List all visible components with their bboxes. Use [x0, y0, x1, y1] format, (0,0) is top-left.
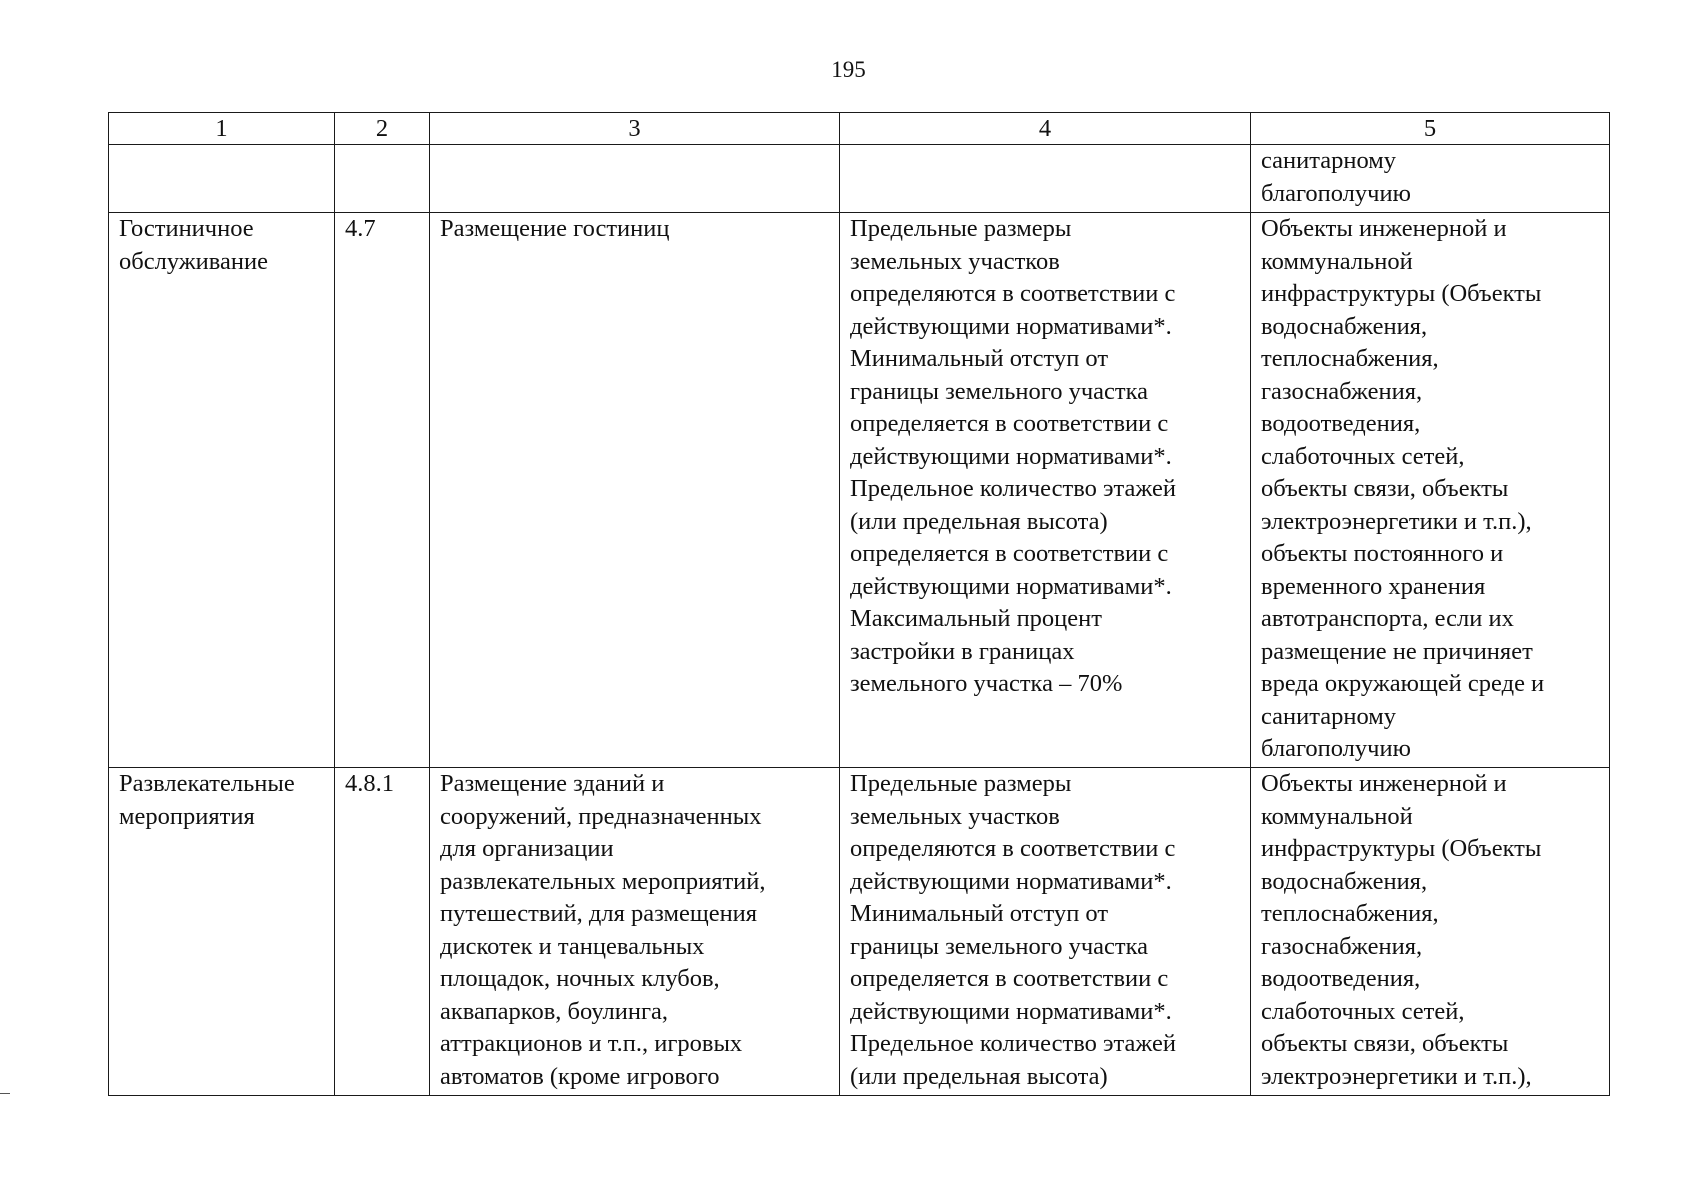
cell-text-line: теплоснабжения, — [1261, 900, 1439, 927]
cell-text-line: Размещение зданий и — [440, 770, 665, 797]
cell-text-line: Предельное количество этажей — [850, 475, 1176, 502]
cell-text-line: земельных участков — [850, 802, 1060, 830]
column-header-1: 1 — [109, 113, 335, 145]
cell-text-line: электроэнергетики и т.п.), — [1261, 1062, 1532, 1090]
cell-text-line: определяется в соответствии с — [850, 540, 1169, 567]
cell-text-line: аквапарков, боулинга, — [440, 997, 668, 1025]
cell-land-use-name — [109, 213, 335, 768]
cell-text-line: санитарному — [1261, 702, 1397, 730]
cell-text-line: Объекты инженерной и — [1261, 215, 1507, 242]
cell-text-line: Развлекательные — [119, 770, 295, 797]
cell-parameters — [840, 145, 1251, 213]
cell-text-line: водоснабжения, — [1261, 312, 1428, 340]
cell-text-line: 4.7 — [345, 215, 376, 242]
cell-text-line: санитарному — [1261, 147, 1397, 174]
cell-text-line: размещение не причиняет — [1261, 637, 1533, 665]
cell-text-line: Максимальный процент — [850, 605, 1102, 632]
table-row — [109, 768, 1610, 1096]
cell-auxiliary-objects — [1251, 145, 1610, 213]
cell-text-line: определяется в соответствии с — [850, 965, 1169, 992]
cell-text-line: определяются в соответствии с — [850, 280, 1176, 307]
cell-text-line: аттракционов и т.п., игровых — [440, 1030, 743, 1057]
cell-text-line: путешествий, для размещения — [440, 900, 758, 927]
cell-text-line: границы земельного участка — [850, 377, 1149, 405]
table-row — [109, 213, 1610, 768]
cell-text-line: сооружений, предназначенных — [440, 802, 762, 830]
cell-text-line: объекты связи, объекты — [1261, 475, 1509, 502]
cell-auxiliary-objects — [1251, 768, 1610, 1096]
cell-text-line: мероприятия — [119, 802, 255, 830]
cell-text-line: развлекательных мероприятий, — [440, 867, 766, 895]
cell-text-line: временного хранения — [1261, 572, 1486, 600]
cell-description — [430, 768, 840, 1096]
cell-text-line: Объекты инженерной и — [1261, 770, 1507, 797]
cell-text-line: вреда окружающей среде и — [1261, 670, 1545, 697]
table-row — [109, 145, 1610, 213]
cell-text-line: площадок, ночных клубов, — [440, 965, 720, 992]
cell-text-line: Предельные размеры — [850, 215, 1072, 242]
cell-text-line: застройки в границах — [850, 637, 1075, 665]
cell-text-line: земельного участка – 70% — [850, 670, 1123, 697]
cell-text-line: Размещение гостиниц — [440, 215, 670, 242]
cell-text-line: благополучию — [1261, 735, 1411, 762]
cell-text-line: определяются в соответствии с — [850, 835, 1176, 862]
cell-text-line: определяется в соответствии с — [850, 410, 1169, 437]
cell-text-line: электроэнергетики и т.п.), — [1261, 507, 1532, 535]
column-header-5: 5 — [1251, 113, 1610, 145]
zoning-table — [108, 112, 1610, 1096]
cell-code — [335, 213, 430, 768]
column-header-3: 3 — [430, 113, 840, 145]
cell-parameters — [840, 768, 1251, 1096]
cell-auxiliary-objects — [1251, 213, 1610, 768]
cell-text-line: объекты постоянного и — [1261, 540, 1504, 567]
cell-text-line: коммунальной — [1261, 802, 1413, 830]
cell-text-line: границы земельного участка — [850, 932, 1149, 960]
column-header-2: 2 — [335, 113, 430, 145]
cell-text-line: обслуживание — [119, 247, 268, 275]
cell-text-line: автотранспорта, если их — [1261, 605, 1514, 632]
cell-text-line: (или предельная высота) — [850, 507, 1108, 535]
cell-text-line: действующими нормативами*. — [850, 572, 1172, 600]
cell-text-line: теплоснабжения, — [1261, 345, 1439, 372]
cell-text-line: водоотведения, — [1261, 410, 1421, 437]
cell-text-line: Минимальный отступ от — [850, 900, 1109, 927]
cell-text-line: действующими нормативами*. — [850, 867, 1172, 895]
cell-text-line: автоматов (кроме игрового — [440, 1062, 720, 1090]
cell-text-line: Гостиничное — [119, 215, 254, 242]
cell-text-line: дискотек и танцевальных — [440, 932, 705, 960]
cell-text-line: слаботочных сетей, — [1261, 442, 1465, 470]
margin-mark — [0, 1093, 10, 1094]
cell-code — [335, 768, 430, 1096]
cell-description — [430, 145, 840, 213]
column-header-4: 4 — [840, 113, 1251, 145]
page-number: 195 — [831, 57, 866, 82]
cell-text-line: объекты связи, объекты — [1261, 1030, 1509, 1057]
cell-text-line: инфраструктуры (Объекты — [1261, 280, 1542, 307]
cell-text-line: слаботочных сетей, — [1261, 997, 1465, 1025]
cell-parameters — [840, 213, 1251, 768]
table-header-row — [109, 113, 1610, 145]
cell-text-line: действующими нормативами*. — [850, 997, 1172, 1025]
cell-text-line: для организации — [440, 835, 614, 862]
cell-text-line: газоснабжения, — [1261, 377, 1423, 405]
cell-text-line: благополучию — [1261, 179, 1411, 207]
cell-text-line: действующими нормативами*. — [850, 442, 1172, 470]
cell-description — [430, 213, 840, 768]
cell-text-line: земельных участков — [850, 247, 1060, 275]
cell-text-line: действующими нормативами*. — [850, 312, 1172, 340]
cell-text-line: водоотведения, — [1261, 965, 1421, 992]
cell-text-line: водоснабжения, — [1261, 867, 1428, 895]
cell-text-line: 4.8.1 — [345, 770, 394, 797]
cell-text-line: Минимальный отступ от — [850, 345, 1109, 372]
cell-text-line: газоснабжения, — [1261, 932, 1423, 960]
cell-text-line: инфраструктуры (Объекты — [1261, 835, 1542, 862]
cell-code — [335, 145, 430, 213]
cell-text-line: коммунальной — [1261, 247, 1413, 275]
cell-text-line: Предельные размеры — [850, 770, 1072, 797]
cell-land-use-name — [109, 768, 335, 1096]
cell-text-line: (или предельная высота) — [850, 1062, 1108, 1090]
cell-land-use-name — [109, 145, 335, 213]
cell-text-line: Предельное количество этажей — [850, 1030, 1176, 1057]
